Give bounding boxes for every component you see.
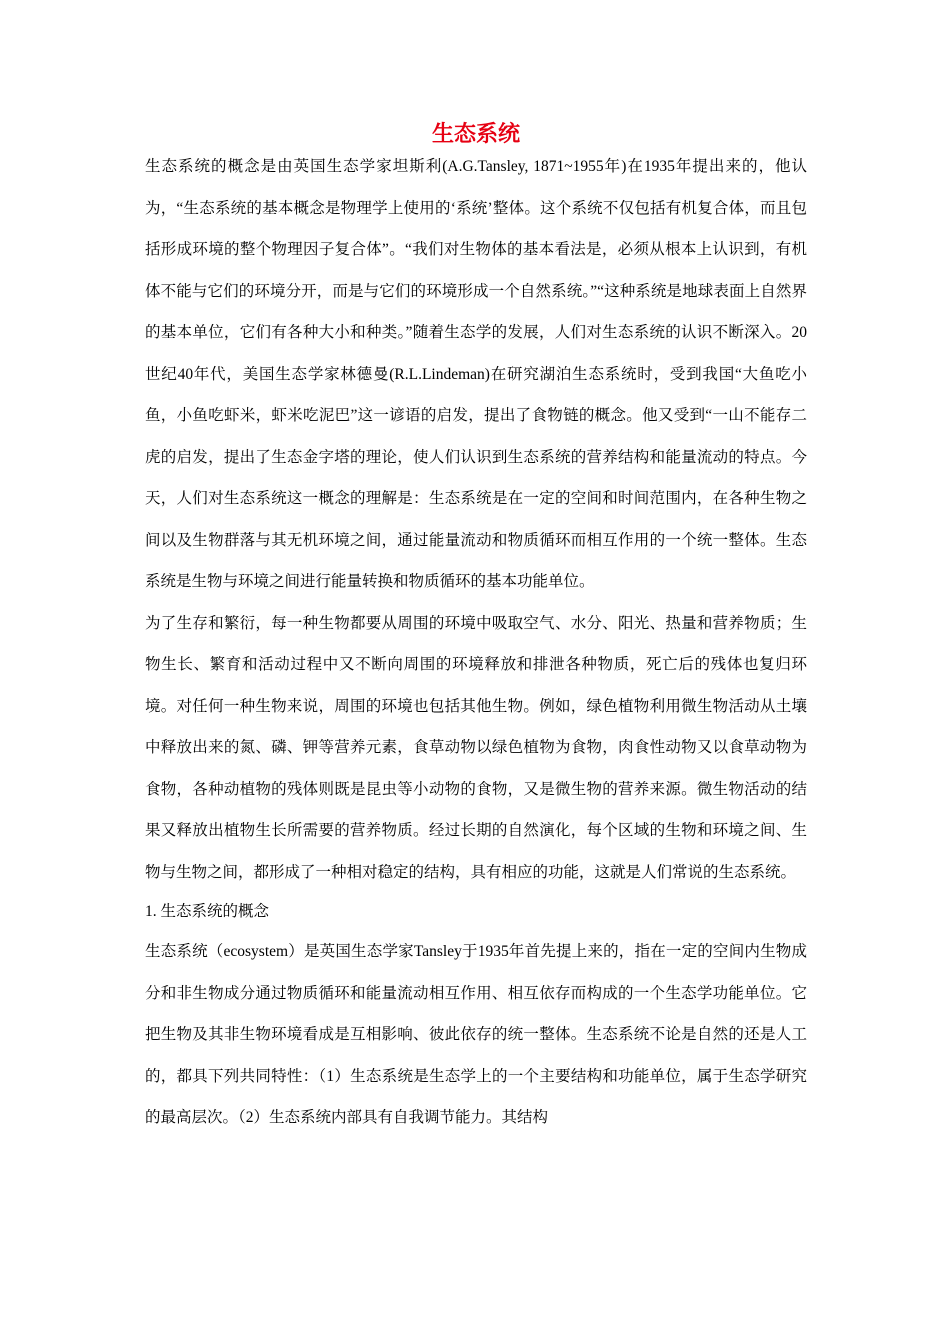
section-heading: 1. 生态系统的概念 <box>145 903 270 920</box>
document-page <box>145 118 807 1139</box>
paragraph-concept-history: 生态系统的概念是由英国生态学家坦斯利(A.G.Tansley, 1871~1955年)在1935年提出来的，他认为，“生态系统的基本概念是物理学上使用的‘系统’整体。这个系统不仅包括有机复合体，而且包括形成环境的整个物理因子复合体”。“我们对生物体的基本看法是，必须从根本上认识到，有机体不能与它们的环境分开，而是与它们的环境形成一个自然系统。”“这种系统是地球表面上自然界的基本单位，它们有各种大小和种类。”随着生态学的发展，人们对生态系统的认识不断深入。20世纪40年代，美国生态学家林德曼(R.L.Lindeman)在研究湖泊生态系统时，受到我国“大鱼吃小鱼，小鱼吃虾米，虾米吃泥巴”这一谚语的启发，提出了食物链的概念。他又受到“一山不能存二虎的启发，提出了生态金字塔的理论，使人们认识到生态系统的营养结构和能量流动的特点。今天，人们对生态系统这一概念的理解是：生态系统是在一定的空间和时间范围内，在各种生物之间以及生物群落与其无机环境之间，通过能量流动和物质循环而相互作用的一个统一整体。生态系统是生物与环境之间进行能量转换和物质循环的基本功能单位。 <box>145 158 807 590</box>
paragraph-ecosystem-definition: 生态系统（ecosystem）是英国生态学家Tansley于1935年首先提上来的，指在一定的空间内生物成分和非生物成分通过物质循环和能量流动相互作用、相互依存而构成的一个生态学功能单位。它把生物及其非生物环境看成是互相影响、彼此依存的统一整体。生态系统不论是自然的还是人工的，都具下列共同特性：（1）生态系统是生态学上的一个主要结构和功能单位，属于生态学研究的最高层次。（2）生态系统内部具有自我调节能力。其结构 <box>145 943 807 1126</box>
document-title: 生态系统 <box>431 121 520 146</box>
paragraph-organism-environment: 为了生存和繁衍，每一种生物都要从周围的环境中吸取空气、水分、阳光、热量和营养物质；生物生长、繁育和活动过程中又不断向周围的环境释放和排泄各种物质，死亡后的残体也复归环境。对任何一种生物来说，周围的环境也包括其他生物。例如，绿色植物利用微生物活动从土壤中释放出来的氮、磷、钾等营养元素，食草动物以绿色植物为食物，肉食性动物又以食草动物为食物，各种动植物的残体则既是昆虫等小动物的食物，又是微生物的营养来源。微生物活动的结果又释放出植物生长所需要的营养物质。经过长期的自然演化，每个区域的生物和环境之间、生物与生物之间，都形成了一种相对稳定的结构，具有相应的功能，这就是人们常说的生态系统。 <box>145 614 807 881</box>
